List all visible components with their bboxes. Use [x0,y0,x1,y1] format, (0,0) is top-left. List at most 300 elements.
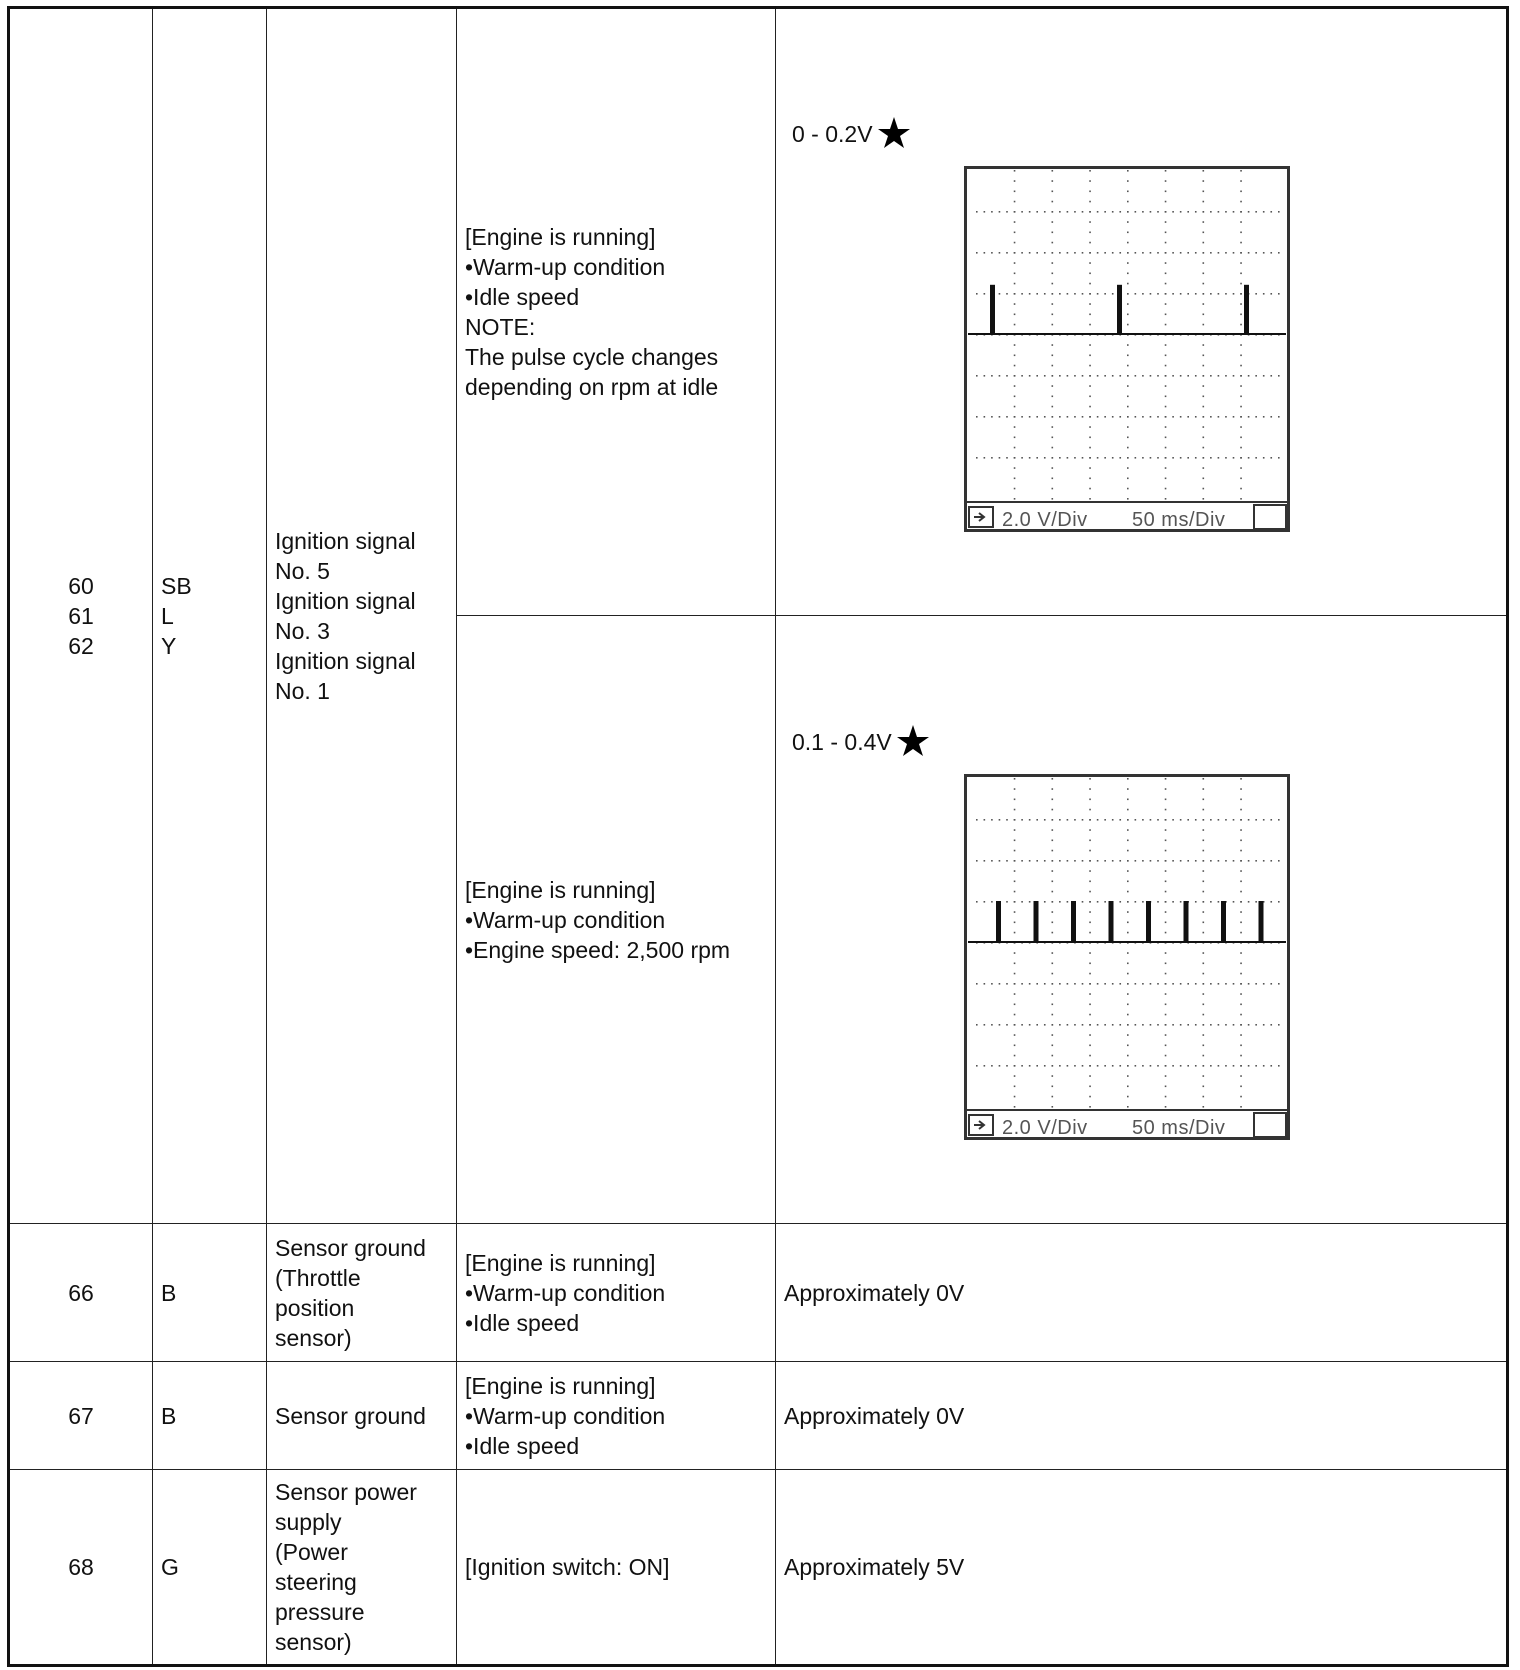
condition-cell [457,1362,776,1470]
grid-dot [1052,221,1054,223]
grid-dot [1029,901,1031,903]
grid-dot [1036,1065,1038,1067]
grid-dot [1074,211,1076,213]
grid-dot [1203,1075,1205,1077]
grid-dot [1270,819,1272,821]
grid-dot [1203,385,1205,387]
grid-dot [1127,952,1129,954]
grid-dot [1127,211,1129,213]
grid-dot [1097,860,1099,862]
grid-dot [1074,375,1076,377]
grid-dot [1014,314,1016,316]
grid-dot [1089,839,1091,841]
grid-dot [1052,303,1054,305]
waveform-pulse [1109,901,1114,942]
grid-dot [976,819,978,821]
grid-dot [1014,1075,1016,1077]
grid-dot [1203,1013,1205,1015]
grid-dot [1052,1034,1054,1036]
grid-dot [991,860,993,862]
grid-dot [1278,901,1280,903]
grid-dot [1165,293,1167,295]
grid-dot [1270,1024,1272,1026]
grid-dot [1112,1065,1114,1067]
grid-dot [1240,191,1242,193]
grid-dot [1014,931,1016,933]
condition-line: NOTE: [465,314,536,340]
grid-dot [1165,1065,1167,1067]
grid-dot [1135,457,1137,459]
grid-dot [1052,1003,1054,1005]
grid-dot [1044,983,1046,985]
grid-dot [1089,993,1091,995]
grid-dot [1240,385,1242,387]
grid-dot [1089,406,1091,408]
grid-dot [1127,921,1129,923]
grid-dot [1180,1065,1182,1067]
value-line [792,724,1498,758]
grid-dot [1059,252,1061,254]
grid-dot [1104,983,1106,985]
value-text: Approximately 5V [784,1554,965,1580]
item-line: Ignition signal [275,528,416,554]
grid-dot [1240,426,1242,428]
grid-dot [1165,788,1167,790]
grid-dot [1240,829,1242,831]
grid-dot [1240,201,1242,203]
grid-dot [1203,498,1205,500]
grid-dot [1150,1024,1152,1026]
grid-dot [1240,819,1242,821]
grid-dot [1014,211,1016,213]
grid-dot [1180,211,1182,213]
grid-dot [1142,901,1144,903]
grid-dot [1203,314,1205,316]
grid-dot [1052,993,1054,995]
grid-dot [1127,860,1129,862]
grid-dot [1014,426,1016,428]
grid-dot [984,252,986,254]
grid-dot [984,416,986,418]
grid-dot [1029,983,1031,985]
grid-dot [1006,375,1008,377]
waveform-pulse [1034,901,1039,942]
grid-dot [1127,262,1129,264]
grid-dot [1240,911,1242,913]
grid-dot [1203,901,1205,903]
item-line: Sensor ground [275,1402,426,1429]
grid-dot [1052,839,1054,841]
grid-dot [1240,314,1242,316]
grid-dot [1089,1044,1091,1046]
grid-dot [1165,1044,1167,1046]
grid-dot [1082,1024,1084,1026]
grid-dot [1278,211,1280,213]
grid-dot [1210,293,1212,295]
grid-dot [1150,252,1152,254]
grid-dot [1052,191,1054,193]
condition-line: •Idle speed [465,1432,580,1459]
grid-dot [1036,983,1038,985]
grid-dot [1180,1024,1182,1026]
grid-dot [1127,283,1129,285]
grid-dot [1097,457,1099,459]
grid-dot [1089,396,1091,398]
grid-dot [976,211,978,213]
value-text: Approximately 0V [784,1402,965,1429]
grid-dot [1270,901,1272,903]
grid-dot [1150,860,1152,862]
grid-dot [1097,1065,1099,1067]
grid-dot [1203,849,1205,851]
grid-dot [1150,983,1152,985]
grid-dot [976,375,978,377]
time-div-label: 50 ms/Div [1132,509,1226,531]
grid-dot [1052,890,1054,892]
grid-dot [1195,416,1197,418]
grid-dot [991,1024,993,1026]
grid-dot [1225,860,1227,862]
grid-dot [1240,972,1242,974]
grid-dot [1165,170,1167,172]
value-line [792,116,1498,150]
grid-dot [1240,931,1242,933]
grid-dot [1089,273,1091,275]
grid-dot [1240,488,1242,490]
grid-dot [1270,860,1272,862]
grid-dot [1157,819,1159,821]
grid-dot [1014,1044,1016,1046]
grid-dot [1218,1024,1220,1026]
grid-dot [1165,1013,1167,1015]
grid-dot [1240,1024,1242,1026]
grid-dot [1165,191,1167,193]
grid-dot [1270,457,1272,459]
grid-dot [1203,1065,1205,1067]
grid-dot [1021,860,1023,862]
grid-dot [1203,1044,1205,1046]
grid-dot [1263,1065,1265,1067]
star-icon [896,724,930,758]
grid-dot [1127,911,1129,913]
grid-dot [1157,1065,1159,1067]
grid-dot [1135,293,1137,295]
grid-dot [1029,819,1031,821]
grid-dot [1052,829,1054,831]
grid-dot [976,1024,978,1026]
grid-dot [1104,375,1106,377]
grid-dot [1029,1024,1031,1026]
grid-dot [1014,808,1016,810]
grid-dot [1240,416,1242,418]
grid-dot [1052,273,1054,275]
grid-dot [1218,819,1220,821]
grid-dot [1278,1024,1280,1026]
grid-dot [1089,478,1091,480]
grid-dot [1089,201,1091,203]
grid-dot [1172,983,1174,985]
grid-dot [1165,488,1167,490]
item-line: Sensor ground [275,1234,426,1261]
grid-dot [1240,242,1242,244]
grid-dot [1059,375,1061,377]
grid-dot [991,1065,993,1067]
grid-dot [1052,426,1054,428]
grid-dot [1240,365,1242,367]
grid-dot [1036,416,1038,418]
oscilloscope-display [964,774,1290,1140]
grid-dot [1089,1075,1091,1077]
grid-dot [1187,983,1189,985]
grid-dot [1203,921,1205,923]
grid-dot [1014,1095,1016,1097]
grid-dot [1127,839,1129,841]
grid-dot [1225,211,1227,213]
grid-dot [1089,293,1091,295]
grid-dot [1014,242,1016,244]
grid-dot [1127,880,1129,882]
grid-dot [1187,375,1189,377]
grid-dot [1240,437,1242,439]
grid-dot [1240,808,1242,810]
grid-dot [1052,870,1054,872]
grid-dot [1240,1003,1242,1005]
grid-dot [1203,952,1205,954]
grid-dot [1104,293,1106,295]
grid-dot [984,457,986,459]
grid-dot [1014,839,1016,841]
time-div-label: 50 ms/Div [1132,1116,1226,1139]
grid-dot [1044,1065,1046,1067]
grid-dot [1021,375,1023,377]
grid-dot [1112,252,1114,254]
grid-dot [1180,860,1182,862]
grid-dot [1142,416,1144,418]
grid-dot [1165,426,1167,428]
grid-dot [1240,880,1242,882]
grid-dot [1233,819,1235,821]
grid-dot [1014,962,1016,964]
grid-dot [1097,819,1099,821]
condition-line: •Warm-up condition [465,1279,666,1306]
item-line: (Throttle [275,1264,361,1291]
grid-dot [1044,1024,1046,1026]
grid-dot [1240,232,1242,234]
grid-dot [1165,1034,1167,1036]
grid-dot [1203,911,1205,913]
grid-dot [1263,252,1265,254]
grid-dot [1210,1065,1212,1067]
condition-line: [Engine is running] [465,1249,656,1276]
grid-dot [1225,983,1227,985]
grid-dot [976,901,978,903]
wire-color-cell [153,8,267,1224]
grid-dot [1014,478,1016,480]
grid-dot [976,293,978,295]
grid-dot [1119,252,1121,254]
grid-dot [1089,778,1091,780]
grid-dot [1082,457,1084,459]
grid-dot [1255,983,1257,985]
grid-dot [1014,911,1016,913]
grid-dot [1210,375,1212,377]
grid-dot [1014,952,1016,954]
grid-dot [1248,860,1250,862]
grid-dot [1157,252,1159,254]
grid-dot [1225,252,1227,254]
grid-dot [1187,819,1189,821]
grid-dot [1187,860,1189,862]
condition-line: [Engine is running] [465,224,656,250]
grid-dot [1187,1065,1189,1067]
grid-dot [1067,983,1069,985]
grid-dot [1240,849,1242,851]
table-row [9,1224,1508,1362]
grid-dot [1203,375,1205,377]
grid-dot [1014,798,1016,800]
grid-dot [1263,1024,1265,1026]
grid-dot [1052,488,1054,490]
grid-dot [1203,191,1205,193]
grid-dot [1240,901,1242,903]
grid-dot [1052,170,1054,172]
grid-dot [1127,396,1129,398]
grid-dot [1165,478,1167,480]
grid-dot [1104,1065,1106,1067]
grid-dot [1014,396,1016,398]
grid-dot [1165,1003,1167,1005]
grid-dot [1157,375,1159,377]
grid-dot [1052,931,1054,933]
grid-dot [1036,293,1038,295]
item-line: steering [275,1569,357,1595]
grid-dot [1270,416,1272,418]
grid-dot [1187,211,1189,213]
grid-dot [1052,232,1054,234]
grid-dot [1263,983,1265,985]
grid-dot [1029,375,1031,377]
grid-dot [1270,1065,1272,1067]
grid-dot [1059,211,1061,213]
grid-dot [1255,293,1257,295]
grid-dot [1089,385,1091,387]
grid-dot [1225,1024,1227,1026]
grid-dot [1097,375,1099,377]
grid-dot [1203,962,1205,964]
item-line: No. 5 [275,558,330,584]
grid-dot [1187,416,1189,418]
grid-dot [1014,972,1016,974]
grid-dot [1240,406,1242,408]
grid-dot [1104,211,1106,213]
waveform-pulse [990,285,995,334]
grid-dot [1067,819,1069,821]
grid-dot [1165,808,1167,810]
grid-dot [1014,180,1016,182]
grid-dot [1052,1013,1054,1015]
grid-dot [1135,416,1137,418]
item-line: No. 1 [275,678,330,704]
grid-dot [1014,488,1016,490]
grid-dot [1089,232,1091,234]
grid-dot [1082,860,1084,862]
grid-dot [1014,819,1016,821]
grid-dot [1233,252,1235,254]
grid-dot [1240,1106,1242,1108]
condition-line: [Engine is running] [465,1372,656,1399]
grid-dot [999,252,1001,254]
grid-dot [1203,829,1205,831]
grid-dot [1135,860,1137,862]
grid-dot [1203,890,1205,892]
grid-dot [1104,1024,1106,1026]
grid-dot [1014,1106,1016,1108]
grid-dot [1240,993,1242,995]
grid-dot [1225,375,1227,377]
grid-dot [1097,211,1099,213]
grid-dot [1104,416,1106,418]
grid-dot [1014,447,1016,449]
grid-dot [1059,293,1061,295]
grid-dot [1089,788,1091,790]
grid-dot [1240,467,1242,469]
grid-dot [1127,273,1129,275]
grid-dot [1014,283,1016,285]
grid-dot [1104,457,1106,459]
grid-dot [1180,983,1182,985]
grid-dot [1240,870,1242,872]
grid-dot [1052,344,1054,346]
grid-dot [1203,396,1205,398]
grid-dot [1165,232,1167,234]
grid-dot [1165,983,1167,985]
grid-dot [1052,880,1054,882]
grid-dot [1052,1095,1054,1097]
grid-dot [1089,983,1091,985]
grid-dot [1203,221,1205,223]
grid-dot [1165,201,1167,203]
grid-dot [1165,1095,1167,1097]
grid-dot [1006,983,1008,985]
grid-dot [1255,211,1257,213]
condition-line: •Engine speed: 2,500 rpm [465,936,731,963]
grid-dot [1142,819,1144,821]
grid-dot [1150,819,1152,821]
grid-dot [1127,1034,1129,1036]
grid-dot [1052,437,1054,439]
grid-dot [1240,1065,1242,1067]
grid-dot [1104,819,1106,821]
grid-dot [1203,416,1205,418]
grid-dot [1195,1024,1197,1026]
grid-dot [1263,416,1265,418]
grid-dot [1082,211,1084,213]
waveform-graph [964,774,1290,1140]
grid-dot [1014,365,1016,367]
grid-dot [1044,416,1046,418]
grid-dot [1082,252,1084,254]
grid-dot [1052,457,1054,459]
condition-cell [457,616,776,1224]
grid-dot [1165,221,1167,223]
grid-dot [1150,457,1152,459]
grid-dot [1014,385,1016,387]
grid-dot [1240,921,1242,923]
grid-dot [1127,890,1129,892]
grid-dot [1082,375,1084,377]
grid-dot [1127,1054,1129,1056]
grid-dot [1052,293,1054,295]
